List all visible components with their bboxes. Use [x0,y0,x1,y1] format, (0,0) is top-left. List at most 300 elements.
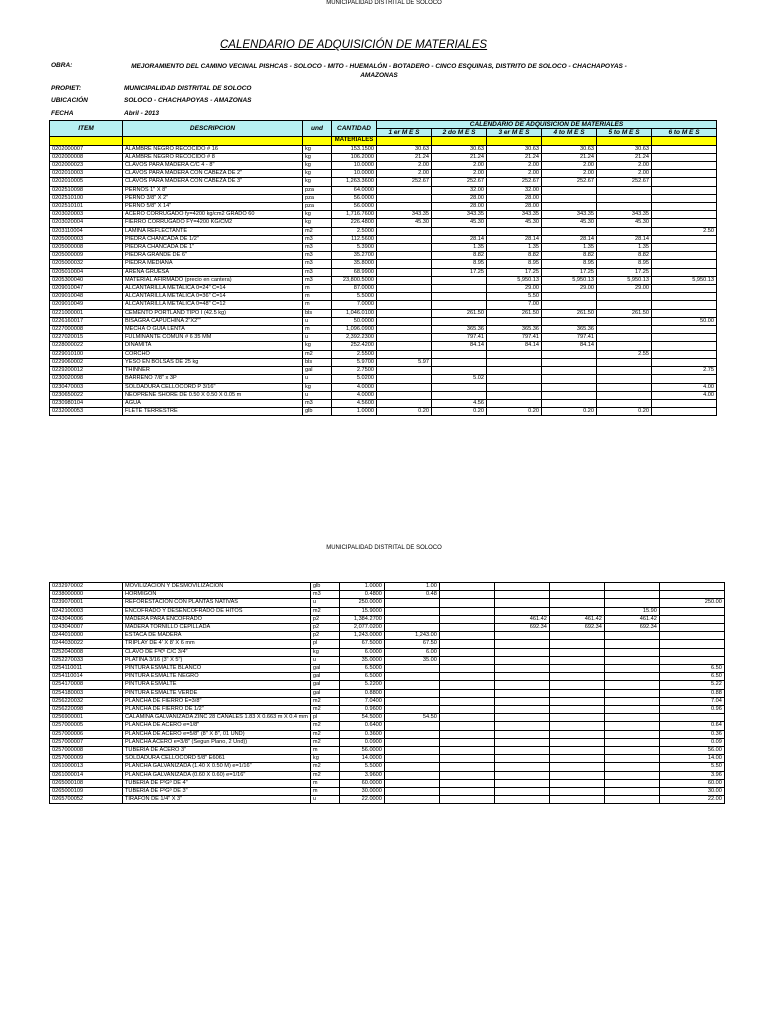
table-cell: 1.00 [384,583,439,591]
table-cell: m2 [310,771,339,779]
table-cell: SOLDADURA CELLOCORD P 3/16" [123,383,303,391]
table-cell [652,162,717,170]
table-cell: 0265000109 [50,788,123,796]
table-cell [384,722,439,730]
table-cell: kg [303,211,332,219]
table-cell: 0.6400 [339,722,384,730]
table-cell: 261.50 [487,309,542,317]
table-cell: 5.9700 [332,358,377,366]
table-cell [377,276,432,284]
table-cell: SOLDADURA CELLOCORD 5/8" E6061 [123,755,311,763]
table-cell: 692.34 [549,624,604,632]
table-cell: 2.00 [487,162,542,170]
table-cell: m2 [310,730,339,738]
table-cell: pza [303,203,332,211]
table-cell: THINNER [123,367,303,375]
table-cell [549,673,604,681]
table-cell: 32.00 [487,186,542,194]
table-cell: 54.5000 [339,714,384,722]
table-cell: 50.00 [652,317,717,325]
table-cell [432,293,487,301]
table-cell [604,738,659,746]
table-cell: 8.82 [487,252,542,260]
table-cell: m2 [310,607,339,615]
table-cell [384,755,439,763]
table-row [50,383,717,391]
table-row [50,714,725,722]
table-cell: 5,950.13 [487,276,542,284]
table-cell [439,640,494,648]
table-cell [377,375,432,383]
table-cell: 0203110004 [50,227,123,235]
table-cell: 2.00 [377,162,432,170]
table-cell: m [303,301,332,309]
table-cell: 30.00 [659,788,724,796]
table-cell: 0.9600 [339,706,384,714]
materials-table-2 [49,582,725,804]
table-cell: 2.00 [597,170,652,178]
table-cell: 1,096.0900 [332,326,377,334]
table-cell [652,186,717,194]
table-cell: PLANCHA ACERO e=3/8" (Segun Plano, 2 Und)) [123,738,311,746]
table-cell: 252.67 [542,178,597,186]
table-cell [597,186,652,194]
table-row [50,763,725,771]
table-cell: 0230650022 [50,391,123,399]
table-row [50,779,725,787]
table-cell: 10.0000 [332,162,377,170]
table-row [50,145,717,153]
table-cell: 343.35 [432,211,487,219]
table-cell: 10.0000 [332,170,377,178]
table-cell: MADERA PARA ENCOFRADO [123,615,311,623]
fecha-label: FECHA [51,110,74,117]
table-cell [384,624,439,632]
table-cell: 226.4800 [332,219,377,227]
table-cell [659,615,724,623]
table-cell: 343.35 [542,211,597,219]
table-cell: m2 [303,227,332,235]
table-row [50,632,725,640]
col-cantidad: CANTIDAD [332,121,377,137]
table-cell [542,358,597,366]
table-cell [597,334,652,342]
table-cell: gal [310,689,339,697]
table-cell: 28.14 [487,235,542,243]
table-cell: 0227000008 [50,326,123,334]
table-row [50,689,725,697]
col-item: ITEM [50,121,123,137]
table-cell: 2.5500 [332,350,377,358]
table-cell: 0239070001 [50,599,123,607]
table-cell [597,326,652,334]
table-cell [377,260,432,268]
table-cell: ALCANTARILLA METALICA 0=36" C=14 [123,293,303,301]
table-cell [377,244,432,252]
table-row [50,665,725,673]
table-cell: TUBERIA DE ACERO 3" [123,747,311,755]
table-row [50,607,725,615]
table-cell: 0205000003 [50,235,123,243]
table-cell [377,326,432,334]
table-cell: 3.96 [659,771,724,779]
table-cell: p2 [310,615,339,623]
table-cell: 28.00 [432,194,487,202]
table-cell [439,632,494,640]
table-cell [604,796,659,804]
table-cell: ALCANTARILLA METALICA 0=48" C=12 [123,301,303,309]
table-cell: 0.48 [384,591,439,599]
table-cell: pl [310,714,339,722]
table-cell [549,632,604,640]
table-cell [494,771,549,779]
table-cell: 252.67 [432,178,487,186]
table-cell: m3 [303,244,332,252]
table-cell: p2 [310,632,339,640]
table-cell: 1.35 [487,244,542,252]
table-cell: 45.30 [377,219,432,227]
table-cell: 28.00 [487,203,542,211]
table-cell: 45.30 [487,219,542,227]
table-cell [604,730,659,738]
table-cell: ALCANTARILLA METALICA 0=24" C=14 [123,285,303,293]
table-cell: PERNO 5/8" X 14" [123,203,303,211]
table-cell: 0230980104 [50,399,123,407]
table-cell [652,293,717,301]
page-header: MUNICIPALIDAD DISTRITAL DE SOLOCO [326,0,442,6]
table-cell: PINTURA ESMALTE NEGRO [123,673,311,681]
table-cell: 0257000008 [50,747,123,755]
table-cell [652,342,717,350]
table-row [50,706,725,714]
table-cell [439,771,494,779]
table-cell: 0230470003 [50,383,123,391]
table-cell [597,293,652,301]
table-cell [494,591,549,599]
table-cell: 0261000013 [50,763,123,771]
table-cell [439,779,494,787]
table-cell [542,375,597,383]
table-cell: 4.5600 [332,399,377,407]
table-cell [659,583,724,591]
table-cell: 2.00 [542,162,597,170]
table-cell [487,391,542,399]
table-cell [377,350,432,358]
table-cell [604,681,659,689]
table-cell [652,285,717,293]
table-cell [384,665,439,673]
table-cell: m [310,779,339,787]
table-cell: 6.5000 [339,665,384,673]
table-cell [432,350,487,358]
table-cell: kg [303,178,332,186]
table-row [50,301,717,309]
table-cell: 0202000008 [50,153,123,161]
table-cell [659,656,724,664]
table-row [50,326,717,334]
table-cell [384,615,439,623]
table-cell [652,326,717,334]
table-cell: 0243040007 [50,624,123,632]
table-cell [377,301,432,309]
table-cell: FIERRO CORRUGADO FY=4200 KG/CM2 [123,219,303,227]
table-cell [494,706,549,714]
table-cell: 17.25 [597,268,652,276]
table-cell: 5.22 [659,681,724,689]
table-cell: 0.64 [659,722,724,730]
table-row [50,219,717,227]
table-cell [439,738,494,746]
table-cell: 17.25 [432,268,487,276]
table-cell [494,599,549,607]
table-cell: 0257000007 [50,738,123,746]
table-cell [494,747,549,755]
table-cell: 0.0900 [339,738,384,746]
table-cell: 29.00 [597,285,652,293]
table-cell [439,624,494,632]
table-cell: 343.35 [487,211,542,219]
table-cell: 4.0000 [332,391,377,399]
table-cell: 8.82 [597,252,652,260]
table-cell [652,334,717,342]
table-cell [597,391,652,399]
table-cell [549,640,604,648]
table-row [50,399,717,407]
table-cell: 67.5000 [339,640,384,648]
table-cell [377,334,432,342]
table-cell: 67.50 [384,640,439,648]
table-cell [652,301,717,309]
table-cell [494,689,549,697]
table-cell: 106.2000 [332,153,377,161]
table-cell: 0229200012 [50,367,123,375]
table-cell: 28.14 [542,235,597,243]
table-cell: 4.0000 [332,383,377,391]
table-cell: 5.02 [432,375,487,383]
table-cell: 60.0000 [339,779,384,787]
table-cell: 692.34 [604,624,659,632]
table-cell: 30.63 [542,145,597,153]
table-cell [494,673,549,681]
table-cell [384,788,439,796]
table-cell: 3.9600 [339,771,384,779]
table-cell [432,227,487,235]
table-cell: 0254110011 [50,665,123,673]
table-row [50,334,717,342]
col-descripcion: DESCRIPCION [123,121,303,137]
table-cell [384,771,439,779]
table-cell [487,358,542,366]
table-cell: BISAGRA CAPUCHINA 2"X2"" [123,317,303,325]
table-cell [549,599,604,607]
table-cell [604,722,659,730]
table-cell: 250.0000 [339,599,384,607]
table-cell: u [303,334,332,342]
table-cell [652,145,717,153]
table-cell: 1.35 [597,244,652,252]
table-cell: 8.95 [542,260,597,268]
table-cell: 0232000053 [50,408,123,416]
table-cell: 250.00 [659,599,724,607]
table-cell [659,607,724,615]
table-cell: 50.0000 [332,317,377,325]
table-cell [439,599,494,607]
table-cell: 5.5000 [339,763,384,771]
table-row [50,730,725,738]
table-cell: TUBERIA DE FºGº DE 4" [123,779,311,787]
table-cell: 28.00 [432,203,487,211]
table-cell [384,730,439,738]
table-cell [494,755,549,763]
table-cell [384,738,439,746]
table-cell [652,219,717,227]
table-row [50,747,725,755]
table-cell: 0221000001 [50,309,123,317]
table-cell: 1.0000 [332,408,377,416]
table-cell [549,747,604,755]
table-cell: 8.82 [542,252,597,260]
table-row [50,178,717,186]
table-cell: 0252270033 [50,656,123,664]
table-cell: 1,716.7600 [332,211,377,219]
table-cell: 461.42 [604,615,659,623]
table-cell: 30.0000 [339,788,384,796]
table-cell: 0203020003 [50,211,123,219]
table-cell: 797.41 [432,334,487,342]
table-cell: 2.00 [432,170,487,178]
table-cell: 28.14 [432,235,487,243]
table-cell: p2 [310,624,339,632]
table-cell: 0254110014 [50,673,123,681]
table-cell [377,235,432,243]
table-cell: PLANCHA DE ACERO e=1/8" [123,722,311,730]
table-cell: 5.2200 [339,681,384,689]
table-cell: 0.20 [487,408,542,416]
table-cell [432,391,487,399]
table-cell [549,689,604,697]
table-cell [384,763,439,771]
table-row [50,153,717,161]
table-cell: 0.09 [659,738,724,746]
table-cell: REFORESTACION CON PLANTAS NATIVAS [123,599,311,607]
table-cell: 30.63 [377,145,432,153]
table-cell: pza [303,194,332,202]
table-cell [439,788,494,796]
table-cell [604,747,659,755]
table-cell [604,632,659,640]
table-cell: 252.67 [487,178,542,186]
table-cell [604,665,659,673]
table-cell: 15.9000 [339,607,384,615]
table-cell: 5.3900 [332,244,377,252]
table-row [50,293,717,301]
table-cell [597,383,652,391]
table-cell: 21.24 [432,153,487,161]
table-cell [549,697,604,705]
table-cell [542,186,597,194]
table-cell: 0252040008 [50,648,123,656]
table-cell [652,244,717,252]
table-cell: 4.56 [432,399,487,407]
table-row [50,796,725,804]
table-cell [652,235,717,243]
table-cell: 2.00 [432,162,487,170]
table-cell [659,624,724,632]
table-cell [384,689,439,697]
table-row [50,244,717,252]
table-cell: PERNO 3/8" X 2" [123,194,303,202]
table-cell: PIEDRA GRANDE DE 6" [123,252,303,260]
table-cell [549,681,604,689]
table-cell: ALAMBRE NEGRO RECOCIDO # 8 [123,153,303,161]
table-cell: glb [310,583,339,591]
table-cell: 0205000008 [50,244,123,252]
table-cell [432,285,487,293]
table-cell: 35.2700 [332,252,377,260]
col-und: und [303,121,332,137]
table-cell [439,648,494,656]
table-cell: 0244030022 [50,640,123,648]
table-cell: m [310,747,339,755]
table-cell [494,648,549,656]
table-cell: 0261000014 [50,771,123,779]
table-row [50,260,717,268]
table-cell: kg [310,755,339,763]
table-cell [494,763,549,771]
table-cell: 0257000006 [50,730,123,738]
table-cell: 0228000022 [50,342,123,350]
table-cell [377,285,432,293]
table-cell: 4.00 [652,391,717,399]
table-cell: 0242100003 [50,607,123,615]
table-cell: 252.67 [597,178,652,186]
table-cell: 0.96 [659,706,724,714]
table-cell: 5.0200 [332,375,377,383]
table-cell [494,722,549,730]
table-cell: m2 [310,738,339,746]
table-cell [549,607,604,615]
table-cell: 28.14 [597,235,652,243]
table-cell: 2.00 [377,170,432,178]
table-cell [494,697,549,705]
table-cell [439,673,494,681]
table-cell: 8.82 [432,252,487,260]
table-cell: LAMINA REFLECTANTE [123,227,303,235]
table-cell: 7.04 [659,697,724,705]
table-cell [377,268,432,276]
table-cell [487,399,542,407]
table-cell [439,796,494,804]
table-cell [549,796,604,804]
table-cell: 22.0000 [339,796,384,804]
table-cell: TIRAFON DE 1/4" X 3" [123,796,311,804]
table-cell [542,227,597,235]
table-cell: 461.42 [549,615,604,623]
table-cell [549,763,604,771]
table-cell: 0256220098 [50,706,123,714]
table-cell [549,779,604,787]
table-cell: HORMIGON [123,591,311,599]
table-row [50,317,717,325]
table-cell: 23,800.5000 [332,276,377,284]
table-cell [377,342,432,350]
table-cell [652,153,717,161]
table-cell [439,706,494,714]
table-cell: TUBERIA DE FºGº DE 3" [123,788,311,796]
table-cell [652,252,717,260]
table-cell: 2.7500 [332,367,377,375]
table-cell: 0209010048 [50,293,123,301]
